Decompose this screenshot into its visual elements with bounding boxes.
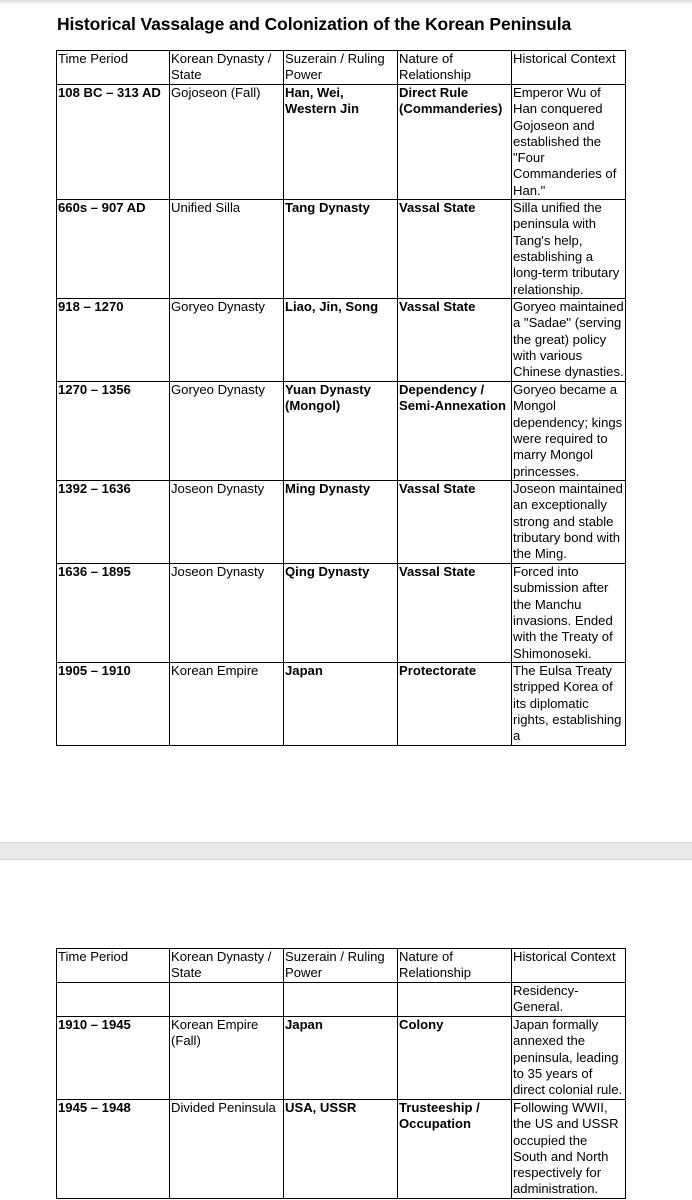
- cell-korean-dynasty: Joseon Dynasty: [170, 481, 284, 564]
- cell-nature: Vassal State: [398, 481, 512, 564]
- cell-suzerain: Han, Wei, Western Jin: [284, 85, 398, 200]
- table-row: [57, 85, 626, 200]
- cell-korean-dynasty: [170, 983, 284, 1017]
- table-header-row: [57, 949, 626, 983]
- cell-context: Silla unified the peninsula with Tang's help, establishing a long-term tributary relationship.: [512, 200, 626, 299]
- cell-korean-dynasty: Divided Peninsula: [170, 1100, 284, 1199]
- cell-context: Goryeo maintained a "Sadae" (serving the great) policy with various Chinese dynasties.: [512, 299, 626, 382]
- cell-nature: Colony: [398, 1017, 512, 1100]
- cell-time-period: 1636 – 1895: [57, 564, 170, 663]
- header-suzerain: Suzerain / Ruling Power: [284, 51, 398, 85]
- cell-suzerain: Tang Dynasty: [284, 200, 398, 299]
- table-row: [57, 299, 626, 382]
- viewer-top-edge: [0, 0, 692, 5]
- cell-context: Joseon maintained an exceptionally strong and stable tributary bond with the Ming.: [512, 481, 626, 564]
- cell-korean-dynasty: Korean Empire (Fall): [170, 1017, 284, 1100]
- cell-korean-dynasty: Unified Silla: [170, 200, 284, 299]
- page-separator: [0, 842, 692, 860]
- header-time-period: Time Period: [57, 949, 170, 983]
- cell-korean-dynasty: Goryeo Dynasty: [170, 299, 284, 382]
- table-header-row: [57, 51, 626, 85]
- table-row: [57, 1017, 626, 1100]
- table-row: [57, 564, 626, 663]
- header-nature: Nature of Relationship: [398, 949, 512, 983]
- document-page-2: [0, 860, 692, 1200]
- cell-nature: Vassal State: [398, 564, 512, 663]
- cell-context: Forced into submission after the Manchu invasions. Ended with the Treaty of Shimonoseki.: [512, 564, 626, 663]
- table-row-continued: [57, 983, 626, 1017]
- cell-time-period: [57, 983, 170, 1017]
- document-title: Historical Vassalage and Colonization of the Korean Peninsula: [57, 14, 572, 34]
- table-row: [57, 1100, 626, 1199]
- cell-time-period: 1945 – 1948: [57, 1100, 170, 1199]
- cell-nature: Dependency / Semi-Annexation: [398, 382, 512, 481]
- header-nature: Nature of Relationship: [398, 51, 512, 85]
- cell-nature: [398, 983, 512, 1017]
- cell-korean-dynasty: Goryeo Dynasty: [170, 382, 284, 481]
- table-row: [57, 382, 626, 481]
- cell-suzerain: Ming Dynasty: [284, 481, 398, 564]
- cell-context: The Eulsa Treaty stripped Korea of its diplomatic rights, establishing a: [512, 663, 626, 746]
- cell-time-period: 1270 – 1356: [57, 382, 170, 481]
- cell-time-period: 918 – 1270: [57, 299, 170, 382]
- cell-context: Emperor Wu of Han conquered Gojoseon and established the "Four Commanderies of Han.": [512, 85, 626, 200]
- cell-time-period: 1910 – 1945: [57, 1017, 170, 1100]
- header-korean-dynasty: Korean Dynasty / State: [170, 949, 284, 983]
- cell-korean-dynasty: Joseon Dynasty: [170, 564, 284, 663]
- cell-suzerain: Japan: [284, 663, 398, 746]
- cell-nature: Direct Rule (Commanderies): [398, 85, 512, 200]
- cell-korean-dynasty: Gojoseon (Fall): [170, 85, 284, 200]
- cell-context: Japan formally annexed the peninsula, leading to 35 years of direct colonial rule.: [512, 1017, 626, 1100]
- history-table-continued: [56, 948, 626, 1199]
- cell-suzerain: USA, USSR: [284, 1100, 398, 1199]
- history-table: [56, 50, 626, 746]
- header-context: Historical Context: [512, 51, 626, 85]
- cell-context: Residency-General.: [512, 983, 626, 1017]
- cell-time-period: 660s – 907 AD: [57, 200, 170, 299]
- cell-nature: Trusteeship / Occupation: [398, 1100, 512, 1199]
- header-korean-dynasty: Korean Dynasty / State: [170, 51, 284, 85]
- cell-suzerain: Qing Dynasty: [284, 564, 398, 663]
- cell-suzerain: Liao, Jin, Song: [284, 299, 398, 382]
- header-time-period: Time Period: [57, 51, 170, 85]
- cell-suzerain: Japan: [284, 1017, 398, 1100]
- cell-context: Goryeo became a Mongol dependency; kings were required to marry Mongol princesses.: [512, 382, 626, 481]
- cell-nature: Protectorate: [398, 663, 512, 746]
- cell-korean-dynasty: Korean Empire: [170, 663, 284, 746]
- cell-time-period: 1905 – 1910: [57, 663, 170, 746]
- table-row: [57, 200, 626, 299]
- cell-time-period: 108 BC – 313 AD: [57, 85, 170, 200]
- cell-suzerain: [284, 983, 398, 1017]
- table-row: [57, 481, 626, 564]
- header-context: Historical Context: [512, 949, 626, 983]
- table-row: [57, 663, 626, 746]
- cell-suzerain: Yuan Dynasty (Mongol): [284, 382, 398, 481]
- cell-nature: Vassal State: [398, 200, 512, 299]
- header-suzerain: Suzerain / Ruling Power: [284, 949, 398, 983]
- cell-time-period: 1392 – 1636: [57, 481, 170, 564]
- cell-context: Following WWII, the US and USSR occupied the South and North respectively for administration.: [512, 1100, 626, 1199]
- cell-nature: Vassal State: [398, 299, 512, 382]
